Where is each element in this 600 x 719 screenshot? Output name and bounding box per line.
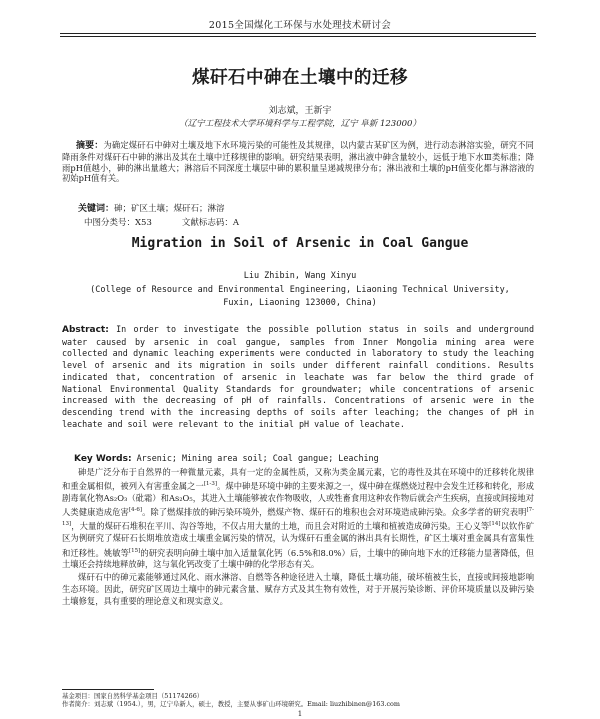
english-abstract [62,324,534,430]
citation: [14] [489,521,501,528]
english-keywords-text: Arsenic; Mining area soil; Coal gangue; Leaching [136,453,379,463]
citation: [7-13] [62,507,534,528]
english-abstract-label: Abstract: [62,325,109,335]
english-keywords [74,453,534,464]
english-abstract-text: In order to investigate the possible pollution status in soils and underground water caused by arsenic in coal gangue, samples from Inner Mongolia mining area were collected and dynamic leaching experiments were conducted in laboratory to study the leaching level of arsenic and its migration in soils under different rainfall conditions. Results indicated that, concentration of arsenic in leachate was far below the third grade of National Environmental Quality Standards for groundwater; while concentrations of arsenic increased with the decreasing of pH of rainfalls. Concentrations of arsenic were in the descending trend with the increasing depths of soils after leaching; the changes of pH in leachate and soil were relevant to the initial pH value of leachate. [62,324,534,429]
header-rule-thin [60,36,536,37]
footnotes [62,692,534,708]
body-paragraph-1 [62,466,534,571]
chinese-keywords-label: 关键词： [78,204,115,214]
english-authors: Liu Zhibin, Wang Xinyu [243,271,357,281]
body-text-span: 。煤中砷是环境中砷的主要来源之一，煤中砷在煤燃烧过程中会发生迁移和转化，形成剧毒氧化物As₂O₃（砒霜）和As₂O₅，其进入土壤能够被农作物吸收，人或牲畜食用这种农作物后就会产生疾病，直接或间接地对人类健康造成危害 [62,480,534,518]
body-text-span: 。除了燃煤排放的砷污染环境外，燃煤产物、煤矸石的堆积也会对环境造成砷污染。众多学者的研究表明 [142,507,527,518]
footnote-author: 作者简介：刘志斌（1954.），男，辽宁阜新人，硕士，教授，主要从事矿山环境研究。Email: liuzhibinen@163.com [62,700,400,709]
header-rule [60,33,536,34]
chinese-abstract-label: 摘要： [76,141,104,151]
body-text-span: 以钦作矿区为例研究了煤矸石长期堆放造成土壤重金属污染的情况，认为煤矸石重金属的淋出具有长期性，矿区土壤对重金属具有富集性和迁移性。姚敏等 [62,521,534,558]
body-text-span: 的研究表明向砷土壤中加入适量氧化钙（6.5%和8.0%）后，土壤中的砷向地下水的迁移能力显著降低，但土壤还会持续地释放砷，这与氧化钙改变了土壤中砷的化学形态有关。 [62,547,534,570]
english-title: Migration in Soil of Arsenic in Coal Gangue [131,236,469,251]
citation: [4-6] [128,507,143,514]
body-paragraph-2: 煤矸石中的砷元素能够通过风化、雨水淋溶、自燃等各种途径进入土壤，降低土壤功能，破坏植被生长，直接或间接地影响生态环境。因此，研究矿区周边土壤中的砷元素含量、赋存方式及其生物有效性，对于开展污染诊断、评价环境质量以及砷污染土壤修复，具有重要的理论意义和现实意义。 [62,571,534,607]
footnote-fund: 基金项目：国家自然科学基金项目（51174266） [62,692,204,700]
running-header: 2015全国煤化工环保与水处理技术研讨会 [208,20,392,31]
body-text-span: ，大量的煤矸石堆积在平川、沟谷等地，不仅占用大量的土地，而且会对附近的土壤和植被造成砷污染。王心义等 [71,521,490,532]
english-affiliation [88,284,512,309]
document-code: 文献标志码：A [181,218,240,228]
body-text [62,466,534,607]
citation: [1-3] [203,481,217,488]
chinese-affiliation: （辽宁工程技术大学环境科学与工程学院，辽宁 阜新 123000） [179,119,421,129]
chinese-title: 煤矸石中砷在土壤中的迁移 [192,68,408,88]
chinese-abstract [62,140,534,184]
english-affiliation-line-2: Fuxin, Liaoning 123000, China) [223,297,377,308]
chinese-keywords [78,201,528,214]
body-text-span: 砷是广泛分布于自然界的一种微量元素，具有一定的金属性质，又称为类金属元素，它的毒性及其在环境中的迁移转化规律和重金属相似，被列入有害重金属之一 [62,467,534,491]
chinese-abstract-text: 为确定煤矸石中砷对土壤及地下水环境污染的可能性及其规律，以内蒙古某矿区为例，进行动态淋溶实验，研究不同降雨条件对煤矸石中砷的淋出及其在土壤中迁移规律的影响。研究结果表明，淋出液中砷含量较小，远低于地下水Ⅲ类标准；降雨pH值越小，砷的淋出量越大；淋溶后不同深度土壤层中砷的累积量呈递减规律分布；淋出液和土壤的pH值变化都与淋溶液的初始pH值有关。 [62,140,534,184]
footnote-rule [62,689,154,690]
classification-line [84,216,534,228]
citation: [15] [128,547,141,554]
classification-number: 中图分类号：X53 [84,218,152,228]
chinese-keywords-text: 砷；矿区土壤；煤矸石；淋溶 [114,204,225,214]
chinese-authors: 刘志斌，王新宇 [268,106,332,116]
page-number: 1 [297,710,303,718]
english-affiliation-line-1: (College of Resource and Environmental Engineering, Liaoning Technical University, [90,285,510,295]
english-keywords-label: Key Words: [74,454,132,464]
